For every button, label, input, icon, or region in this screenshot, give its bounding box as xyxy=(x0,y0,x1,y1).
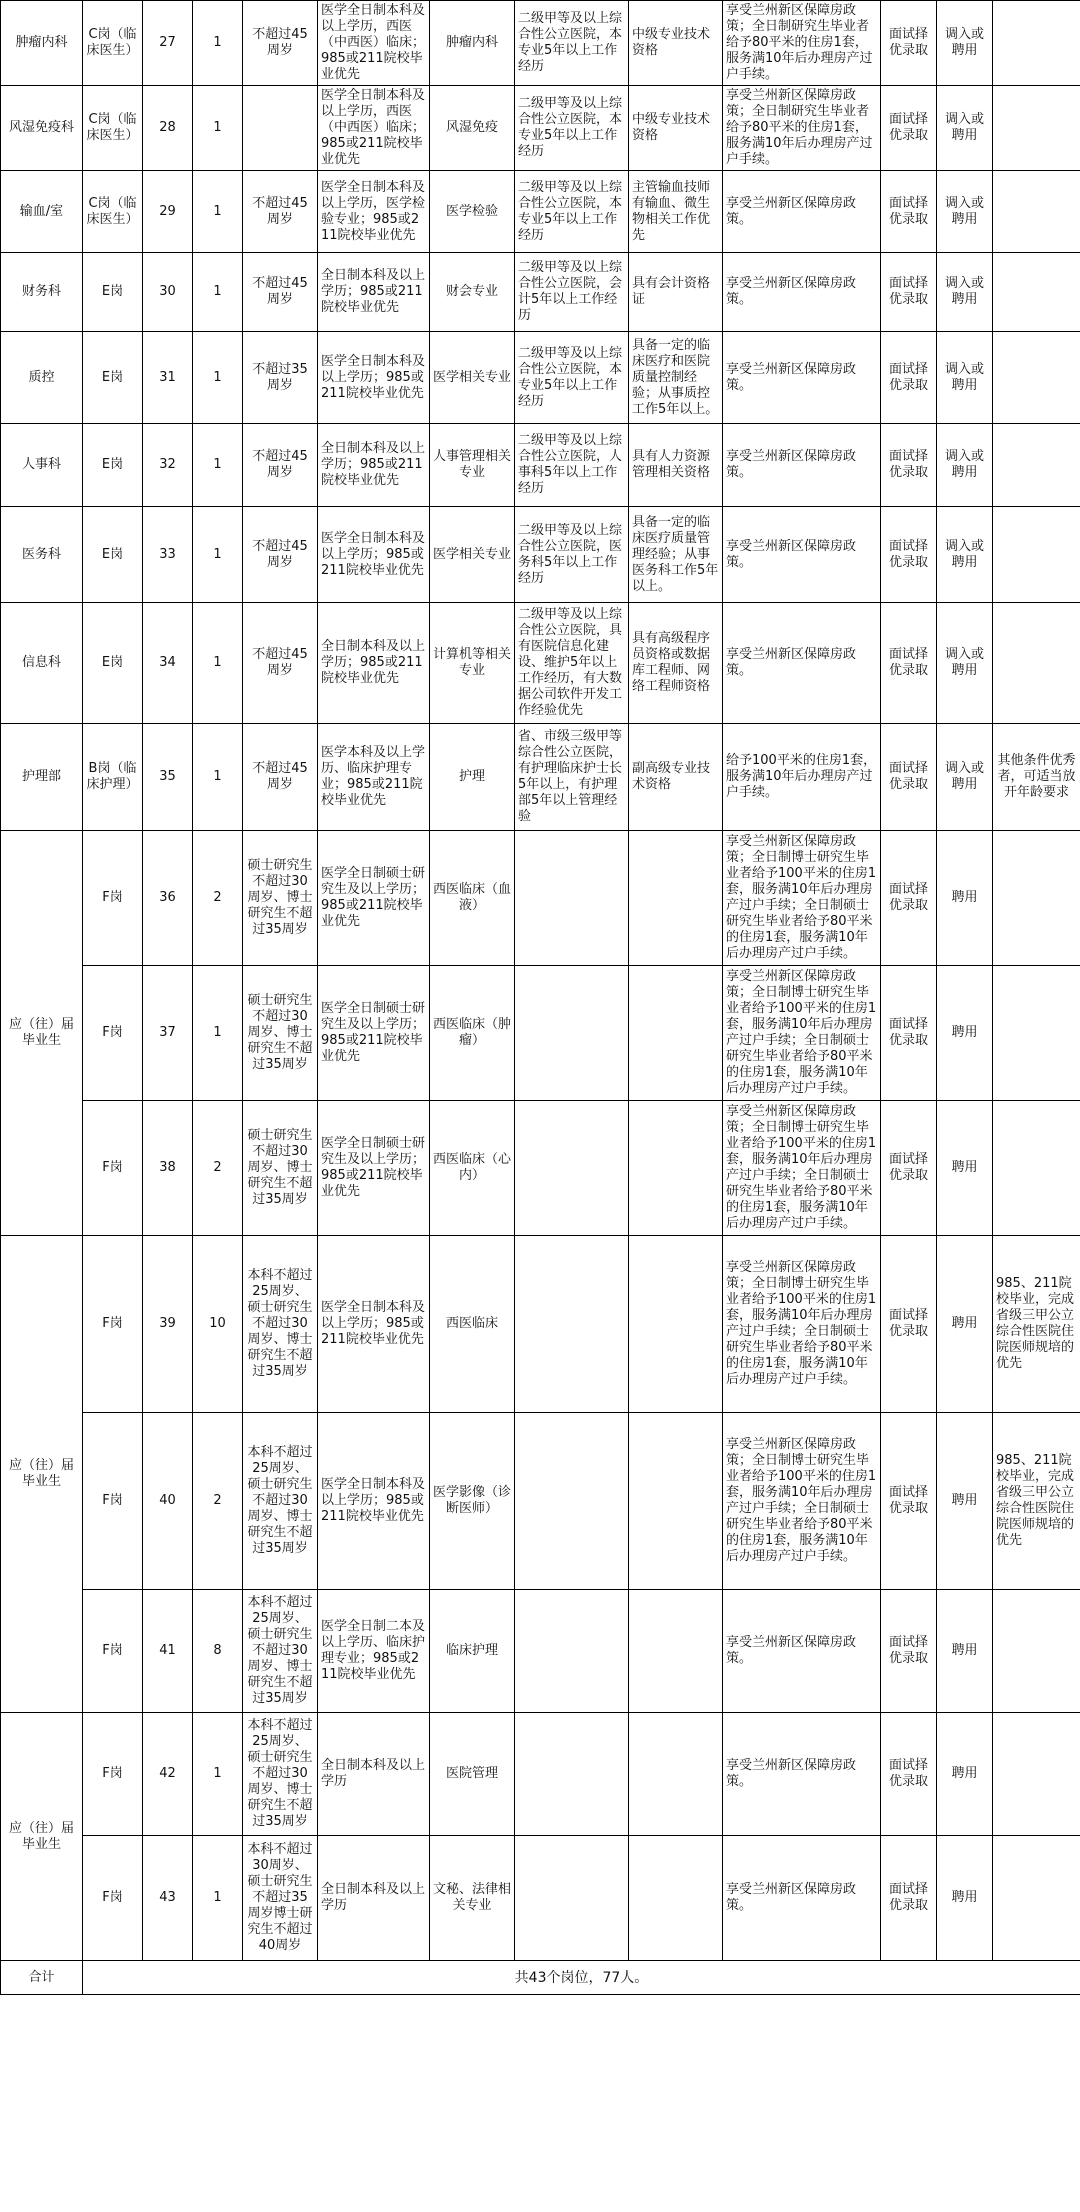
num-cell: 1 xyxy=(193,86,243,171)
method-cell: 面试择优录取 xyxy=(881,86,937,171)
form-cell: 调入或聘用 xyxy=(937,424,993,507)
method-cell: 面试择优录取 xyxy=(881,724,937,831)
total-text: 共43个岗位，77人。 xyxy=(83,1961,1080,1995)
title-cell xyxy=(629,1236,723,1413)
post-cell: C岗（临床医生） xyxy=(83,86,143,171)
age-cell: 本科不超过25周岁、硕士研究生不超过30周岁、博士研究生不超过35周岁 xyxy=(243,1590,318,1713)
age-cell: 硕士研究生不超过30周岁、博士研究生不超过35周岁 xyxy=(243,831,318,966)
title-cell xyxy=(629,1101,723,1236)
post-cell: F岗 xyxy=(83,831,143,966)
post-cell: F岗 xyxy=(83,1236,143,1413)
age-cell xyxy=(243,86,318,171)
edu-cell: 医学全日制本科及以上学历；985或211院校毕业优先 xyxy=(318,507,430,603)
post-cell: F岗 xyxy=(83,1413,143,1590)
major-cell: 风湿免疫 xyxy=(430,86,515,171)
age-cell: 不超过45周岁 xyxy=(243,424,318,507)
major-cell: 人事管理相关专业 xyxy=(430,424,515,507)
age-cell: 不超过45周岁 xyxy=(243,1,318,86)
age-cell: 不超过45周岁 xyxy=(243,253,318,332)
num-cell: 1 xyxy=(193,424,243,507)
exp-cell: 二级甲等及以上综合性公立医院，本专业5年以上工作经历 xyxy=(515,1,629,86)
method-cell: 面试择优录取 xyxy=(881,253,937,332)
code-cell: 30 xyxy=(143,253,193,332)
dept-cell: 质控 xyxy=(1,332,83,424)
form-cell: 调入或聘用 xyxy=(937,253,993,332)
table-row xyxy=(1,507,1080,603)
code-cell: 43 xyxy=(143,1836,193,1961)
note-cell xyxy=(993,603,1080,724)
method-cell: 面试择优录取 xyxy=(881,1236,937,1413)
exp-cell: 二级甲等及以上综合性公立医院，本专业5年以上工作经历 xyxy=(515,86,629,171)
code-cell: 33 xyxy=(143,507,193,603)
note-cell: 其他条件优秀者，可适当放开年龄要求 xyxy=(993,724,1080,831)
title-cell xyxy=(629,831,723,966)
edu-cell: 医学全日制本科及以上学历，西医（中西医）临床；985或211院校毕业优先 xyxy=(318,1,430,86)
exp-cell: 二级甲等及以上综合性公立医院，本专业5年以上工作经历 xyxy=(515,332,629,424)
table-row xyxy=(1,332,1080,424)
major-cell: 医学相关专业 xyxy=(430,507,515,603)
method-cell: 面试择优录取 xyxy=(881,831,937,966)
post-cell: E岗 xyxy=(83,507,143,603)
benefit-cell: 享受兰州新区保障房政策；全日制研究生毕业者给予80平米的住房1套，服务满10年后办理房产过户手续。 xyxy=(723,86,881,171)
code-cell: 40 xyxy=(143,1413,193,1590)
dept-cell: 风湿免疫科 xyxy=(1,86,83,171)
form-cell: 调入或聘用 xyxy=(937,332,993,424)
exp-cell xyxy=(515,966,629,1101)
num-cell: 8 xyxy=(193,1590,243,1713)
exp-cell: 省、市级三级甲等综合性公立医院，有护理临床护士长5年以上，有护理部5年以上管理经验 xyxy=(515,724,629,831)
edu-cell: 全日制本科及以上学历；985或211院校毕业优先 xyxy=(318,424,430,507)
post-cell: C岗（临床医生） xyxy=(83,1,143,86)
num-cell: 1 xyxy=(193,507,243,603)
post-cell: F岗 xyxy=(83,1713,143,1836)
table-row xyxy=(1,1,1080,86)
benefit-cell: 享受兰州新区保障房政策。 xyxy=(723,1836,881,1961)
major-cell: 肿瘤内科 xyxy=(430,1,515,86)
num-cell: 1 xyxy=(193,1836,243,1961)
table-row xyxy=(1,253,1080,332)
code-cell: 34 xyxy=(143,603,193,724)
table-row xyxy=(1,171,1080,253)
benefit-cell: 给予100平米的住房1套，服务满10年后办理房产过户手续。 xyxy=(723,724,881,831)
title-cell: 中级专业技术资格 xyxy=(629,86,723,171)
method-cell: 面试择优录取 xyxy=(881,1836,937,1961)
method-cell: 面试择优录取 xyxy=(881,966,937,1101)
title-cell: 主管输血技师有输血、微生物相关工作优先 xyxy=(629,171,723,253)
num-cell: 1 xyxy=(193,332,243,424)
edu-cell: 医学全日制本科及以上学历；985或211院校毕业优先 xyxy=(318,1413,430,1590)
note-cell xyxy=(993,966,1080,1101)
method-cell: 面试择优录取 xyxy=(881,1590,937,1713)
dept-cell: 医务科 xyxy=(1,507,83,603)
major-cell: 财会专业 xyxy=(430,253,515,332)
code-cell: 28 xyxy=(143,86,193,171)
benefit-cell: 享受兰州新区保障房政策。 xyxy=(723,424,881,507)
code-cell: 42 xyxy=(143,1713,193,1836)
post-cell: F岗 xyxy=(83,1590,143,1713)
method-cell: 面试择优录取 xyxy=(881,332,937,424)
major-cell: 医学影像（诊断医师） xyxy=(430,1413,515,1590)
code-cell: 36 xyxy=(143,831,193,966)
form-cell: 聘用 xyxy=(937,831,993,966)
num-cell: 1 xyxy=(193,171,243,253)
title-cell: 具有会计资格证 xyxy=(629,253,723,332)
code-cell: 29 xyxy=(143,171,193,253)
note-cell xyxy=(993,1713,1080,1836)
dept-cell: 护理部 xyxy=(1,724,83,831)
code-cell: 39 xyxy=(143,1236,193,1413)
num-cell: 1 xyxy=(193,253,243,332)
edu-cell: 全日制本科及以上学历；985或211院校毕业优先 xyxy=(318,253,430,332)
dept-cell: 输血/室 xyxy=(1,171,83,253)
method-cell: 面试择优录取 xyxy=(881,507,937,603)
age-cell: 本科不超过25周岁、硕士研究生不超过30周岁、博士研究生不超过35周岁 xyxy=(243,1713,318,1836)
code-cell: 37 xyxy=(143,966,193,1101)
benefit-cell: 享受兰州新区保障房政策；全日制博士研究生毕业者给予100平米的住房1套，服务满10年后办理房产过户手续；全日制硕士研究生毕业者给予80平米的住房1套，服务满10年后办理房产过户手续。 xyxy=(723,966,881,1101)
age-cell: 不超过35周岁 xyxy=(243,332,318,424)
major-cell: 计算机等相关专业 xyxy=(430,603,515,724)
table-row xyxy=(1,966,1080,1101)
method-cell: 面试择优录取 xyxy=(881,1,937,86)
major-cell: 西医临床 xyxy=(430,1236,515,1413)
dept-cell: 应（往）届毕业生 xyxy=(1,1236,83,1713)
form-cell: 聘用 xyxy=(937,1101,993,1236)
table-row xyxy=(1,831,1080,966)
note-cell xyxy=(993,171,1080,253)
note-cell xyxy=(993,1836,1080,1961)
code-cell: 35 xyxy=(143,724,193,831)
table-row xyxy=(1,1236,1080,1413)
major-cell: 医院管理 xyxy=(430,1713,515,1836)
table-row xyxy=(1,724,1080,831)
code-cell: 32 xyxy=(143,424,193,507)
code-cell: 31 xyxy=(143,332,193,424)
major-cell: 医学相关专业 xyxy=(430,332,515,424)
post-cell: E岗 xyxy=(83,424,143,507)
edu-cell: 医学全日制本科及以上学历，医学检验专业；985或211院校毕业优先 xyxy=(318,171,430,253)
dept-cell: 应（往）届毕业生 xyxy=(1,1713,83,1961)
form-cell: 调入或聘用 xyxy=(937,86,993,171)
num-cell: 2 xyxy=(193,1101,243,1236)
table-row xyxy=(1,603,1080,724)
age-cell: 本科不超过30周岁、硕士研究生不超过35周岁博士研究生不超过40周岁 xyxy=(243,1836,318,1961)
note-cell: 985、211院校毕业，完成省级三甲公立综合性医院住院医师规培的优先 xyxy=(993,1236,1080,1413)
form-cell: 调入或聘用 xyxy=(937,724,993,831)
post-cell: F岗 xyxy=(83,966,143,1101)
benefit-cell: 享受兰州新区保障房政策；全日制博士研究生毕业者给予100平米的住房1套，服务满10年后办理房产过户手续；全日制硕士研究生毕业者给予80平米的住房1套，服务满10年后办理房产过户手续。 xyxy=(723,1101,881,1236)
edu-cell: 医学全日制硕士研究生及以上学历；985或211院校毕业优先 xyxy=(318,1101,430,1236)
exp-cell xyxy=(515,1236,629,1413)
major-cell: 西医临床（血液） xyxy=(430,831,515,966)
exp-cell xyxy=(515,1836,629,1961)
benefit-cell: 享受兰州新区保障房政策。 xyxy=(723,603,881,724)
num-cell: 1 xyxy=(193,1,243,86)
major-cell: 西医临床（肿瘤） xyxy=(430,966,515,1101)
form-cell: 聘用 xyxy=(937,1836,993,1961)
exp-cell xyxy=(515,1713,629,1836)
title-cell xyxy=(629,1590,723,1713)
benefit-cell: 享受兰州新区保障房政策。 xyxy=(723,253,881,332)
age-cell: 不超过45周岁 xyxy=(243,724,318,831)
edu-cell: 全日制本科及以上学历 xyxy=(318,1713,430,1836)
num-cell: 10 xyxy=(193,1236,243,1413)
exp-cell xyxy=(515,831,629,966)
note-cell xyxy=(993,1101,1080,1236)
edu-cell: 医学全日制硕士研究生及以上学历；985或211院校毕业优先 xyxy=(318,831,430,966)
age-cell: 硕士研究生不超过30周岁、博士研究生不超过35周岁 xyxy=(243,1101,318,1236)
title-cell xyxy=(629,966,723,1101)
benefit-cell: 享受兰州新区保障房政策；全日制博士研究生毕业者给予100平米的住房1套，服务满10年后办理房产过户手续；全日制硕士研究生毕业者给予80平米的住房1套，服务满10年后办理房产过户手续。 xyxy=(723,1236,881,1413)
title-cell: 副高级专业技术资格 xyxy=(629,724,723,831)
edu-cell: 医学全日制硕士研究生及以上学历；985或211院校毕业优先 xyxy=(318,966,430,1101)
note-cell xyxy=(993,424,1080,507)
note-cell xyxy=(993,1,1080,86)
total-row xyxy=(1,1961,1080,1995)
post-cell: F岗 xyxy=(83,1101,143,1236)
form-cell: 调入或聘用 xyxy=(937,1,993,86)
exp-cell: 二级甲等及以上综合性公立医院，会计5年以上工作经历 xyxy=(515,253,629,332)
table-row xyxy=(1,1713,1080,1836)
benefit-cell: 享受兰州新区保障房政策。 xyxy=(723,332,881,424)
form-cell: 调入或聘用 xyxy=(937,171,993,253)
post-cell: F岗 xyxy=(83,1836,143,1961)
major-cell: 临床护理 xyxy=(430,1590,515,1713)
exp-cell: 二级甲等及以上综合性公立医院，人事科5年以上工作经历 xyxy=(515,424,629,507)
dept-cell: 人事科 xyxy=(1,424,83,507)
num-cell: 1 xyxy=(193,1713,243,1836)
exp-cell: 二级甲等及以上综合性公立医院，具有医院信息化建设、维护5年以上工作经历，有大数据公司软件开发工作经验优先 xyxy=(515,603,629,724)
title-cell: 具有高级程序员资格或数据库工程师、网络工程师资格 xyxy=(629,603,723,724)
method-cell: 面试择优录取 xyxy=(881,424,937,507)
title-cell: 具备一定的临床医疗质量管理经验；从事医务科工作5年以上。 xyxy=(629,507,723,603)
method-cell: 面试择优录取 xyxy=(881,171,937,253)
note-cell xyxy=(993,253,1080,332)
title-cell xyxy=(629,1413,723,1590)
edu-cell: 医学全日制本科及以上学历，西医（中西医）临床；985或211院校毕业优先 xyxy=(318,86,430,171)
form-cell: 聘用 xyxy=(937,1236,993,1413)
age-cell: 不超过45周岁 xyxy=(243,603,318,724)
major-cell: 西医临床（心内） xyxy=(430,1101,515,1236)
form-cell: 调入或聘用 xyxy=(937,507,993,603)
major-cell: 医学检验 xyxy=(430,171,515,253)
exp-cell: 二级甲等及以上综合性公立医院，医务科5年以上工作经历 xyxy=(515,507,629,603)
method-cell: 面试择优录取 xyxy=(881,603,937,724)
dept-cell: 应（往）届毕业生 xyxy=(1,831,83,1236)
method-cell: 面试择优录取 xyxy=(881,1101,937,1236)
method-cell: 面试择优录取 xyxy=(881,1413,937,1590)
age-cell: 本科不超过25周岁、硕士研究生不超过30周岁、博士研究生不超过35周岁 xyxy=(243,1413,318,1590)
edu-cell: 医学全日制二本及以上学历、临床护理专业；985或211院校毕业优先 xyxy=(318,1590,430,1713)
title-cell: 中级专业技术资格 xyxy=(629,1,723,86)
edu-cell: 全日制本科及以上学历；985或211院校毕业优先 xyxy=(318,603,430,724)
table-row xyxy=(1,1836,1080,1961)
title-cell xyxy=(629,1713,723,1836)
title-cell: 具有人力资源管理相关资格 xyxy=(629,424,723,507)
num-cell: 2 xyxy=(193,831,243,966)
exp-cell: 二级甲等及以上综合性公立医院，本专业5年以上工作经历 xyxy=(515,171,629,253)
note-cell xyxy=(993,332,1080,424)
benefit-cell: 享受兰州新区保障房政策；全日制研究生毕业者给予80平米的住房1套，服务满10年后办理房产过户手续。 xyxy=(723,1,881,86)
dept-cell: 财务科 xyxy=(1,253,83,332)
benefit-cell: 享受兰州新区保障房政策；全日制博士研究生毕业者给予100平米的住房1套，服务满10年后办理房产过户手续；全日制硕士研究生毕业者给予80平米的住房1套，服务满10年后办理房产过户手续。 xyxy=(723,1413,881,1590)
age-cell: 本科不超过25周岁、硕士研究生不超过30周岁、博士研究生不超过35周岁 xyxy=(243,1236,318,1413)
form-cell: 聘用 xyxy=(937,1713,993,1836)
benefit-cell: 享受兰州新区保障房政策。 xyxy=(723,507,881,603)
method-cell: 面试择优录取 xyxy=(881,1713,937,1836)
total-label: 合计 xyxy=(1,1961,83,1995)
code-cell: 27 xyxy=(143,1,193,86)
note-cell xyxy=(993,1590,1080,1713)
major-cell: 文秘、法律相关专业 xyxy=(430,1836,515,1961)
post-cell: E岗 xyxy=(83,253,143,332)
code-cell: 41 xyxy=(143,1590,193,1713)
title-cell: 具备一定的临床医疗和医院质量控制经验；从事质控工作5年以上。 xyxy=(629,332,723,424)
dept-cell: 肿瘤内科 xyxy=(1,1,83,86)
table-row xyxy=(1,424,1080,507)
edu-cell: 医学本科及以上学历、临床护理专业；985或211院校毕业优先 xyxy=(318,724,430,831)
table-row xyxy=(1,1101,1080,1236)
benefit-cell: 享受兰州新区保障房政策；全日制博士研究生毕业者给予100平米的住房1套，服务满10年后办理房产过户手续；全日制硕士研究生毕业者给予80平米的住房1套，服务满10年后办理房产过户手续。 xyxy=(723,831,881,966)
edu-cell: 全日制本科及以上学历 xyxy=(318,1836,430,1961)
table-row xyxy=(1,1590,1080,1713)
form-cell: 聘用 xyxy=(937,1413,993,1590)
form-cell: 聘用 xyxy=(937,966,993,1101)
num-cell: 2 xyxy=(193,1413,243,1590)
num-cell: 1 xyxy=(193,603,243,724)
edu-cell: 医学全日制本科及以上学历；985或211院校毕业优先 xyxy=(318,332,430,424)
major-cell: 护理 xyxy=(430,724,515,831)
num-cell: 1 xyxy=(193,724,243,831)
num-cell: 1 xyxy=(193,966,243,1101)
form-cell: 调入或聘用 xyxy=(937,603,993,724)
benefit-cell: 享受兰州新区保障房政策。 xyxy=(723,171,881,253)
age-cell: 不超过45周岁 xyxy=(243,507,318,603)
benefit-cell: 享受兰州新区保障房政策。 xyxy=(723,1713,881,1836)
table-row xyxy=(1,86,1080,171)
post-cell: E岗 xyxy=(83,332,143,424)
exp-cell xyxy=(515,1590,629,1713)
note-cell xyxy=(993,86,1080,171)
title-cell xyxy=(629,1836,723,1961)
note-cell xyxy=(993,507,1080,603)
edu-cell: 医学全日制本科及以上学历；985或211院校毕业优先 xyxy=(318,1236,430,1413)
note-cell xyxy=(993,831,1080,966)
dept-cell: 信息科 xyxy=(1,603,83,724)
form-cell: 聘用 xyxy=(937,1590,993,1713)
exp-cell xyxy=(515,1413,629,1590)
post-cell: E岗 xyxy=(83,603,143,724)
age-cell: 硕士研究生不超过30周岁、博士研究生不超过35周岁 xyxy=(243,966,318,1101)
post-cell: B岗（临床护理） xyxy=(83,724,143,831)
benefit-cell: 享受兰州新区保障房政策。 xyxy=(723,1590,881,1713)
age-cell: 不超过45周岁 xyxy=(243,171,318,253)
exp-cell xyxy=(515,1101,629,1236)
table-row xyxy=(1,1413,1080,1590)
post-cell: C岗（临床医生） xyxy=(83,171,143,253)
code-cell: 38 xyxy=(143,1101,193,1236)
note-cell: 985、211院校毕业，完成省级三甲公立综合性医院住院医师规培的优先 xyxy=(993,1413,1080,1590)
